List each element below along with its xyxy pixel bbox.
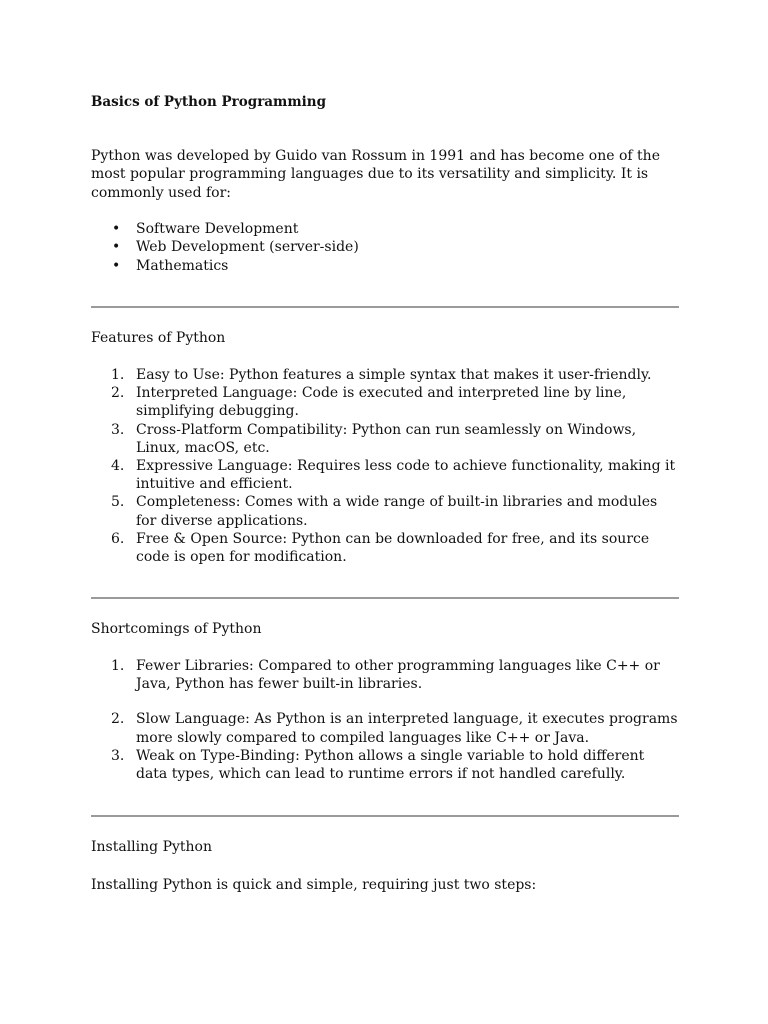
list-item-text: Software Development bbox=[136, 221, 299, 237]
section-divider bbox=[91, 815, 679, 817]
list-item bbox=[111, 530, 679, 566]
list-item-text: Cross-Platform Compatibility: Python can run seamlessly on Windows, Linux, macOS, etc. bbox=[136, 421, 637, 456]
intro-paragraph: Python was developed by Guido van Rossum in 1991 and has become one of the most popular programming languages due to its versatility and simplicity. It is commonly used for: bbox=[91, 148, 660, 201]
list-number: 1. bbox=[111, 658, 125, 674]
section-divider bbox=[91, 597, 679, 599]
list-item-text: Free & Open Source: Python can be downloaded for free, and its source code is open for modification. bbox=[136, 530, 650, 566]
list-item-text: Mathematics bbox=[136, 257, 229, 274]
list-item bbox=[111, 747, 679, 783]
list-number: 2. bbox=[111, 711, 125, 728]
list-item-text: Fewer Libraries: Compared to other programming languages like C++ or Java, Python has fewer built-in libraries. bbox=[136, 658, 660, 693]
list-item-text: Web Development (server-side) bbox=[136, 239, 359, 256]
uses-list bbox=[91, 220, 359, 275]
list-item bbox=[111, 384, 679, 420]
list-item bbox=[111, 493, 679, 529]
installing-heading: Installing Python bbox=[91, 839, 212, 855]
list-item-text: Interpreted Language: Code is executed and interpreted line by line, simplifying debugging. bbox=[136, 385, 627, 420]
list-item-text: Slow Language: As Python is an interpreted language, it executes programs more slowly compared to compiled languages like C++ or Java. bbox=[136, 711, 678, 746]
list-item bbox=[111, 657, 679, 693]
bullet-icon: • bbox=[112, 257, 121, 274]
list-number: 3. bbox=[111, 421, 125, 438]
bullet-icon: • bbox=[112, 239, 121, 256]
document-title: Basics of Python Programming bbox=[91, 94, 327, 110]
list-item bbox=[111, 457, 679, 493]
list-item-text: Completeness: Comes with a wide range of built-in libraries and modules for diverse applications. bbox=[136, 494, 658, 529]
list-item-text: Expressive Language: Requires less code to achieve functionality, making it intuitive and efficient. bbox=[136, 458, 676, 493]
list-number: 3. bbox=[111, 747, 125, 764]
section-divider bbox=[91, 306, 679, 308]
list-item bbox=[111, 710, 679, 746]
list-item bbox=[111, 421, 679, 457]
features-list bbox=[91, 366, 679, 566]
shortcomings-list bbox=[91, 657, 679, 783]
list-number: 2. bbox=[111, 385, 125, 402]
list-item bbox=[112, 238, 359, 256]
list-item bbox=[112, 257, 359, 275]
bullet-icon: • bbox=[112, 221, 121, 237]
list-number: 6. bbox=[111, 530, 125, 547]
list-number: 5. bbox=[111, 494, 125, 511]
list-item-text: Weak on Type-Binding: Python allows a single variable to hold different data types, which can lead to runtime errors if not handled carefully. bbox=[136, 747, 645, 783]
shortcomings-heading: Shortcomings of Python bbox=[91, 621, 262, 637]
list-item bbox=[111, 366, 679, 384]
features-heading: Features of Python bbox=[91, 330, 226, 346]
list-item bbox=[112, 220, 359, 238]
installing-paragraph: Installing Python is quick and simple, requiring just two steps: bbox=[91, 877, 537, 893]
list-number: 1. bbox=[111, 367, 125, 383]
list-number: 4. bbox=[111, 458, 125, 475]
list-item-text: Easy to Use: Python features a simple syntax that makes it user-friendly. bbox=[136, 367, 652, 383]
